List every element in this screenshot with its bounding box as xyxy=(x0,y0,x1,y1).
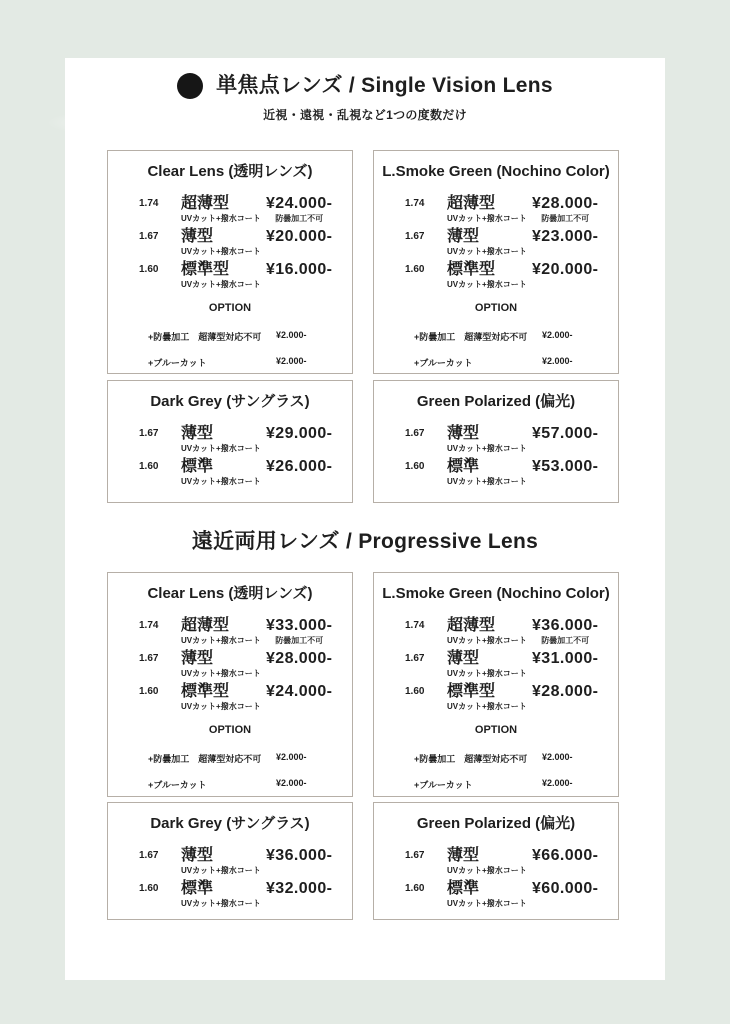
lens-price-box xyxy=(107,150,353,374)
option-rows xyxy=(108,330,352,369)
lens-price-column xyxy=(532,649,598,668)
lens-name-column xyxy=(447,616,532,646)
refractive-index: 1.60 xyxy=(139,686,159,697)
lens-row xyxy=(374,194,618,227)
lens-price: ¥66.000- xyxy=(532,847,599,864)
lens-price-note: 防曇加工不可 xyxy=(541,214,590,223)
option-row xyxy=(374,330,618,343)
bullet-circle-icon xyxy=(177,73,203,99)
lens-type-name: 標準型 xyxy=(181,261,230,278)
lens-name-column xyxy=(181,682,266,712)
lens-name-column xyxy=(447,260,532,290)
lens-row xyxy=(108,424,352,457)
lens-type-name: 標準 xyxy=(181,458,214,475)
lens-type-name: 標準型 xyxy=(181,683,230,700)
lens-coating-label: UVカット+撥水コート xyxy=(181,899,261,908)
lens-row xyxy=(374,260,618,293)
option-price: ¥2.000- xyxy=(542,778,573,788)
lens-price-column xyxy=(266,260,332,279)
lens-price: ¥36.000- xyxy=(532,617,599,634)
lens-name-column xyxy=(447,424,532,454)
lens-price-column xyxy=(266,194,332,224)
lens-type-name: 薄型 xyxy=(181,425,214,442)
lens-price: ¥24.000- xyxy=(266,195,333,212)
option-price: ¥2.000- xyxy=(542,752,573,762)
lens-rows xyxy=(374,424,618,490)
lens-name-column xyxy=(447,649,532,679)
progressive-main-lens-grid xyxy=(107,572,619,797)
lens-price-box xyxy=(373,572,619,797)
lens-price: ¥36.000- xyxy=(266,847,333,864)
lens-price: ¥26.000- xyxy=(266,458,333,475)
option-heading: OPTION xyxy=(208,724,252,736)
section-title-single-vision: 単焦点レンズ / Single Vision Lens xyxy=(216,74,553,97)
lens-price-box xyxy=(107,572,353,797)
lens-coating-label: UVカット+撥水コート xyxy=(447,636,527,645)
lens-price-box xyxy=(373,802,619,920)
refractive-index: 1.67 xyxy=(405,231,425,242)
option-price: ¥2.000- xyxy=(276,330,307,340)
lens-category-title: Dark Grey (サングラス) xyxy=(150,815,310,832)
lens-row xyxy=(374,649,618,682)
section-subtitle-single-vision: 近視・遠視・乱視など1つの度数だけ xyxy=(263,108,467,123)
lens-type-name: 超薄型 xyxy=(447,617,496,634)
lens-price-column xyxy=(532,194,598,224)
lens-type-name: 標準型 xyxy=(447,261,496,278)
lens-coating-label: UVカット+撥水コート xyxy=(181,702,261,711)
lens-name-column xyxy=(181,616,266,646)
lens-category-title: L.Smoke Green (Nochino Color) xyxy=(382,585,610,602)
lens-price-column xyxy=(266,457,332,476)
lens-name-column xyxy=(181,194,266,224)
lens-type-name: 薄型 xyxy=(181,847,214,864)
lens-type-name: 標準 xyxy=(447,458,480,475)
lens-type-name: 薄型 xyxy=(447,228,480,245)
lens-coating-label: UVカット+撥水コート xyxy=(181,444,261,453)
lens-row xyxy=(108,616,352,649)
section-title-row xyxy=(65,72,665,99)
option-row xyxy=(108,356,352,369)
lens-coating-label: UVカット+撥水コート xyxy=(447,899,527,908)
lens-type-name: 超薄型 xyxy=(181,195,230,212)
lens-name-column xyxy=(181,227,266,257)
lens-name-column xyxy=(181,424,266,454)
lens-name-column xyxy=(181,649,266,679)
lens-price-column xyxy=(266,846,332,865)
lens-price: ¥20.000- xyxy=(532,261,599,278)
option-name: +ブルーカット xyxy=(414,358,473,368)
lens-price: ¥28.000- xyxy=(266,650,333,667)
refractive-index: 1.74 xyxy=(139,620,159,631)
lens-category-title: L.Smoke Green (Nochino Color) xyxy=(382,163,610,180)
lens-category-title: Clear Lens (透明レンズ) xyxy=(147,163,313,180)
lens-category-title: Green Polarized (偏光) xyxy=(416,393,576,410)
refractive-index: 1.67 xyxy=(139,231,159,242)
lens-rows xyxy=(374,616,618,715)
section-title-progressive: 遠近両用レンズ / Progressive Lens xyxy=(191,530,539,553)
refractive-index: 1.67 xyxy=(405,653,425,664)
option-name: +防曇加工 超薄型対応不可 xyxy=(414,754,528,764)
lens-price: ¥28.000- xyxy=(532,195,599,212)
lens-name-column xyxy=(181,879,266,909)
lens-price-column xyxy=(266,616,332,646)
lens-coating-label: UVカット+撥水コート xyxy=(447,702,527,711)
lens-price-box xyxy=(373,150,619,374)
option-price: ¥2.000- xyxy=(542,356,573,366)
option-heading: OPTION xyxy=(208,302,252,314)
lens-name-column xyxy=(181,457,266,487)
lens-coating-label: UVカット+撥水コート xyxy=(447,669,527,678)
lens-price: ¥24.000- xyxy=(266,683,333,700)
lens-price-column xyxy=(532,227,598,246)
lens-name-column xyxy=(447,879,532,909)
refractive-index: 1.67 xyxy=(139,653,159,664)
section-header-progressive xyxy=(65,528,665,555)
lens-price: ¥16.000- xyxy=(266,261,333,278)
lens-price-column xyxy=(266,649,332,668)
refractive-index: 1.67 xyxy=(405,850,425,861)
lens-row xyxy=(374,424,618,457)
refractive-index: 1.67 xyxy=(405,428,425,439)
lens-price: ¥28.000- xyxy=(532,683,599,700)
lens-price-column xyxy=(532,457,598,476)
lens-row xyxy=(108,457,352,490)
lens-price: ¥31.000- xyxy=(532,650,599,667)
option-rows xyxy=(374,752,618,791)
lens-name-column xyxy=(447,227,532,257)
lens-type-name: 薄型 xyxy=(447,847,480,864)
lens-coating-label: UVカット+撥水コート xyxy=(447,280,527,289)
option-row xyxy=(374,778,618,791)
lens-name-column xyxy=(447,457,532,487)
lens-price-column xyxy=(532,616,598,646)
lens-price-column xyxy=(532,424,598,443)
refractive-index: 1.60 xyxy=(405,686,425,697)
lens-coating-label: UVカット+撥水コート xyxy=(181,866,261,875)
lens-coating-label: UVカット+撥水コート xyxy=(447,247,527,256)
lens-price-column xyxy=(266,879,332,898)
option-heading: OPTION xyxy=(474,302,518,314)
lens-rows xyxy=(374,194,618,293)
section-title-row xyxy=(65,528,665,555)
option-rows xyxy=(374,330,618,369)
lens-row xyxy=(108,682,352,715)
lens-rows xyxy=(108,846,352,912)
lens-type-name: 超薄型 xyxy=(447,195,496,212)
refractive-index: 1.60 xyxy=(139,883,159,894)
refractive-index: 1.67 xyxy=(139,428,159,439)
option-row xyxy=(108,330,352,343)
lens-row xyxy=(374,227,618,260)
refractive-index: 1.60 xyxy=(405,883,425,894)
lens-price-note: 防曇加工不可 xyxy=(275,214,324,223)
lens-type-name: 標準 xyxy=(181,880,214,897)
lens-type-name: 薄型 xyxy=(181,650,214,667)
section-header-single-vision xyxy=(65,72,665,123)
option-name: +ブルーカット xyxy=(148,358,207,368)
lens-price-column xyxy=(266,682,332,701)
lens-price: ¥20.000- xyxy=(266,228,333,245)
lens-price-box xyxy=(373,380,619,503)
lens-price: ¥29.000- xyxy=(266,425,333,442)
progressive-sun-lens-grid xyxy=(107,802,619,920)
lens-type-name: 薄型 xyxy=(447,650,480,667)
lens-price-column xyxy=(532,846,598,865)
option-name: +防曇加工 超薄型対応不可 xyxy=(148,332,262,342)
lens-price-note: 防曇加工不可 xyxy=(275,636,324,645)
lens-row xyxy=(374,846,618,879)
lens-coating-label: UVカット+撥水コート xyxy=(447,444,527,453)
lens-coating-label: UVカット+撥水コート xyxy=(181,214,261,223)
lens-price-column xyxy=(266,424,332,443)
option-row xyxy=(374,752,618,765)
lens-category-title: Dark Grey (サングラス) xyxy=(150,393,310,410)
option-name: +ブルーカット xyxy=(414,780,473,790)
option-rows xyxy=(108,752,352,791)
lens-price-box xyxy=(107,380,353,503)
lens-coating-label: UVカット+撥水コート xyxy=(181,280,261,289)
lens-name-column xyxy=(181,260,266,290)
lens-type-name: 薄型 xyxy=(181,228,214,245)
lens-row xyxy=(108,227,352,260)
lens-coating-label: UVカット+撥水コート xyxy=(181,477,261,486)
lens-category-title: Green Polarized (偏光) xyxy=(416,815,576,832)
refractive-index: 1.60 xyxy=(405,461,425,472)
option-price: ¥2.000- xyxy=(542,330,573,340)
refractive-index: 1.74 xyxy=(405,620,425,631)
lens-row xyxy=(108,846,352,879)
lens-price-box xyxy=(107,802,353,920)
lens-price: ¥57.000- xyxy=(532,425,599,442)
option-row xyxy=(108,778,352,791)
lens-price: ¥23.000- xyxy=(532,228,599,245)
lens-price-column xyxy=(532,682,598,701)
lens-row xyxy=(374,879,618,912)
lens-row xyxy=(108,879,352,912)
option-name: +ブルーカット xyxy=(148,780,207,790)
option-name: +防曇加工 超薄型対応不可 xyxy=(414,332,528,342)
refractive-index: 1.67 xyxy=(139,850,159,861)
option-price: ¥2.000- xyxy=(276,356,307,366)
lens-price: ¥32.000- xyxy=(266,880,333,897)
single-vision-sun-lens-grid xyxy=(107,380,619,503)
lens-coating-label: UVカット+撥水コート xyxy=(181,636,261,645)
lens-name-column xyxy=(447,194,532,224)
lens-rows xyxy=(108,424,352,490)
lens-row xyxy=(374,616,618,649)
lens-price: ¥33.000- xyxy=(266,617,333,634)
option-row xyxy=(374,356,618,369)
lens-price: ¥60.000- xyxy=(532,880,599,897)
lens-rows xyxy=(374,846,618,912)
option-price: ¥2.000- xyxy=(276,752,307,762)
lens-coating-label: UVカット+撥水コート xyxy=(181,669,261,678)
lens-type-name: 薄型 xyxy=(447,425,480,442)
lens-name-column xyxy=(181,846,266,876)
option-price: ¥2.000- xyxy=(276,778,307,788)
option-name: +防曇加工 超薄型対応不可 xyxy=(148,754,262,764)
lens-price-note: 防曇加工不可 xyxy=(541,636,590,645)
lens-row xyxy=(108,194,352,227)
refractive-index: 1.60 xyxy=(139,264,159,275)
refractive-index: 1.74 xyxy=(139,198,159,209)
lens-price-column xyxy=(532,879,598,898)
lens-coating-label: UVカット+撥水コート xyxy=(447,214,527,223)
lens-row xyxy=(374,457,618,490)
refractive-index: 1.74 xyxy=(405,198,425,209)
lens-coating-label: UVカット+撥水コート xyxy=(447,477,527,486)
lens-rows xyxy=(108,194,352,293)
lens-name-column xyxy=(447,846,532,876)
lens-name-column xyxy=(447,682,532,712)
lens-coating-label: UVカット+撥水コート xyxy=(447,866,527,875)
single-vision-main-lens-grid xyxy=(107,150,619,374)
refractive-index: 1.60 xyxy=(405,264,425,275)
lens-price: ¥53.000- xyxy=(532,458,599,475)
lens-row xyxy=(108,260,352,293)
lens-price-column xyxy=(532,260,598,279)
lens-rows xyxy=(108,616,352,715)
lens-coating-label: UVカット+撥水コート xyxy=(181,247,261,256)
lens-row xyxy=(108,649,352,682)
lens-row xyxy=(374,682,618,715)
lens-type-name: 標準型 xyxy=(447,683,496,700)
lens-category-title: Clear Lens (透明レンズ) xyxy=(147,585,313,602)
option-heading: OPTION xyxy=(474,724,518,736)
lens-type-name: 標準 xyxy=(447,880,480,897)
option-row xyxy=(108,752,352,765)
lens-type-name: 超薄型 xyxy=(181,617,230,634)
lens-price-column xyxy=(266,227,332,246)
refractive-index: 1.60 xyxy=(139,461,159,472)
